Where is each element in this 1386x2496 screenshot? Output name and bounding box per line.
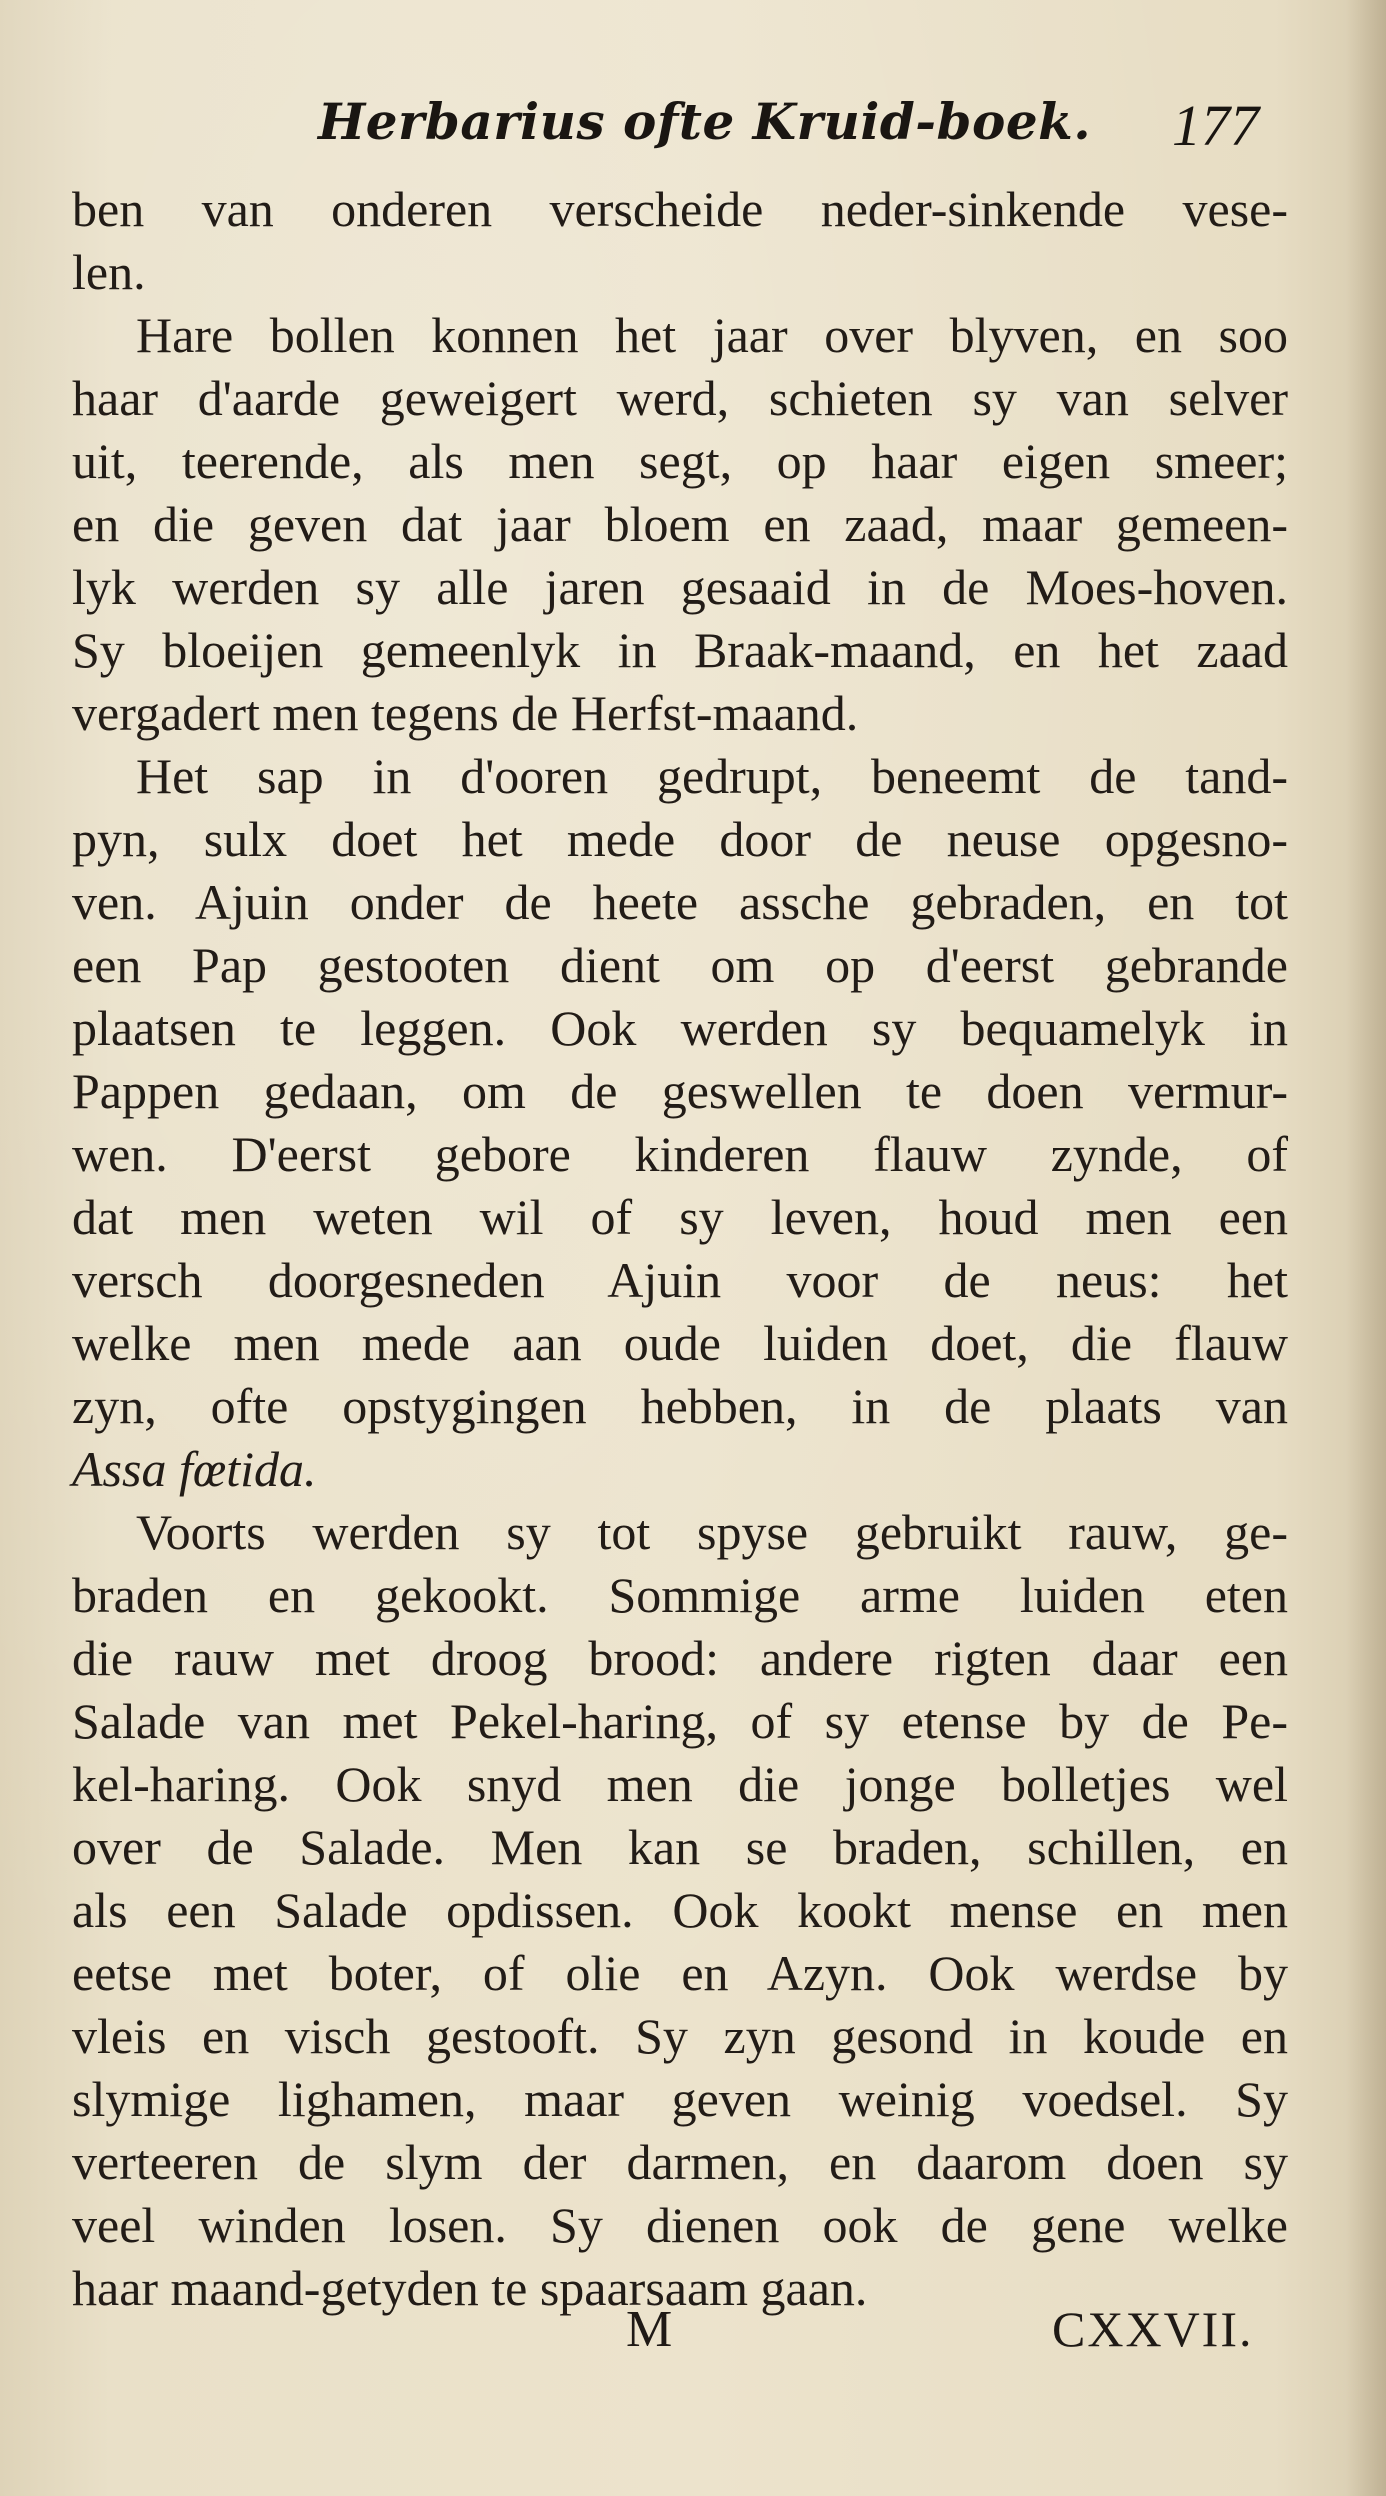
text-line: ven. Ajuin onder de heete assche gebraden, en tot bbox=[72, 874, 1288, 930]
text-line: eetse met boter, of olie en Azyn. Ook werdse by bbox=[72, 1945, 1288, 2001]
text-line: een Pap gestooten dient om op d'eerst gebrande bbox=[72, 937, 1288, 993]
text-line-italic: Assa fœtida. bbox=[72, 1441, 317, 1497]
text-line: die rauw met droog brood: andere rigten daar een bbox=[72, 1630, 1288, 1686]
text-line: en die geven dat jaar bloem en zaad, maar gemeen- bbox=[72, 496, 1288, 552]
text-line: vergadert men tegens de Herfst-maand. bbox=[72, 685, 859, 741]
text-line: braden en gekookt. Sommige arme luiden eten bbox=[72, 1567, 1288, 1623]
text-line: wen. D'eerst gebore kinderen flauw zynde, of bbox=[72, 1126, 1288, 1182]
page-footer bbox=[0, 2300, 1386, 2370]
page-header bbox=[0, 92, 1386, 172]
text-line: Hare bollen konnen het jaar over blyven, en soo bbox=[136, 307, 1288, 363]
text-line: veel winden losen. Sy dienen ook de gene welke bbox=[72, 2197, 1288, 2253]
text-line: plaatsen te leggen. Ook werden sy bequamelyk in bbox=[72, 1000, 1288, 1056]
text-line: zyn, ofte opstygingen hebben, in de plaats van bbox=[72, 1378, 1288, 1434]
text-line: verteeren de slym der darmen, en daarom doen sy bbox=[72, 2134, 1288, 2190]
body-text bbox=[72, 178, 1288, 2320]
text-line: len. bbox=[72, 244, 146, 300]
text-line: Voorts werden sy tot spyse gebruikt rauw, ge- bbox=[136, 1504, 1288, 1560]
text-line: als een Salade opdissen. Ook kookt mense en men bbox=[72, 1882, 1288, 1938]
text-line: Sy bloeijen gemeenlyk in Braak-maand, en het zaad bbox=[72, 622, 1288, 678]
page-edge-shadow bbox=[1346, 0, 1386, 2496]
running-title: Herbarius ofte Kruid-boek. bbox=[318, 92, 1092, 151]
text-line: Salade van met Pekel-haring, of sy etense by de Pe- bbox=[72, 1693, 1288, 1749]
text-line: slymige lighamen, maar geven weinig voedsel. Sy bbox=[72, 2071, 1288, 2127]
text-line: Pappen gedaan, om de geswellen te doen vermur- bbox=[72, 1063, 1288, 1119]
text-line: vleis en visch gestooft. Sy zyn gesond in koude en bbox=[72, 2008, 1288, 2064]
text-line: versch doorgesneden Ajuin voor de neus: het bbox=[72, 1252, 1288, 1308]
text-line: dat men weten wil of sy leven, houd men een bbox=[72, 1189, 1288, 1245]
text-line: haar maand-getyden te spaarsaam gaan. bbox=[72, 2260, 868, 2316]
text-line: Het sap in d'ooren gedrupt, beneemt de tand- bbox=[136, 748, 1288, 804]
text-line: kel-haring. Ook snyd men die jonge bolletjes wel bbox=[72, 1756, 1288, 1812]
catchword: CXXVII. bbox=[1052, 2301, 1254, 2357]
text-line: over de Salade. Men kan se braden, schillen, en bbox=[72, 1819, 1288, 1875]
text-line: welke men mede aan oude luiden doet, die flauw bbox=[72, 1315, 1288, 1371]
page-number: 177 bbox=[1172, 93, 1259, 158]
signature-mark: M bbox=[626, 2301, 673, 2358]
text-line: ben van onderen verscheide neder-sinkende vese- bbox=[72, 181, 1288, 237]
text-line: lyk werden sy alle jaren gesaaid in de Moes-hoven. bbox=[72, 559, 1288, 615]
text-line: uit, teerende, als men segt, op haar eigen smeer; bbox=[72, 433, 1288, 489]
text-line: haar d'aarde geweigert werd, schieten sy van selver bbox=[72, 370, 1288, 426]
text-line: pyn, sulx doet het mede door de neuse opgesno- bbox=[72, 811, 1288, 867]
